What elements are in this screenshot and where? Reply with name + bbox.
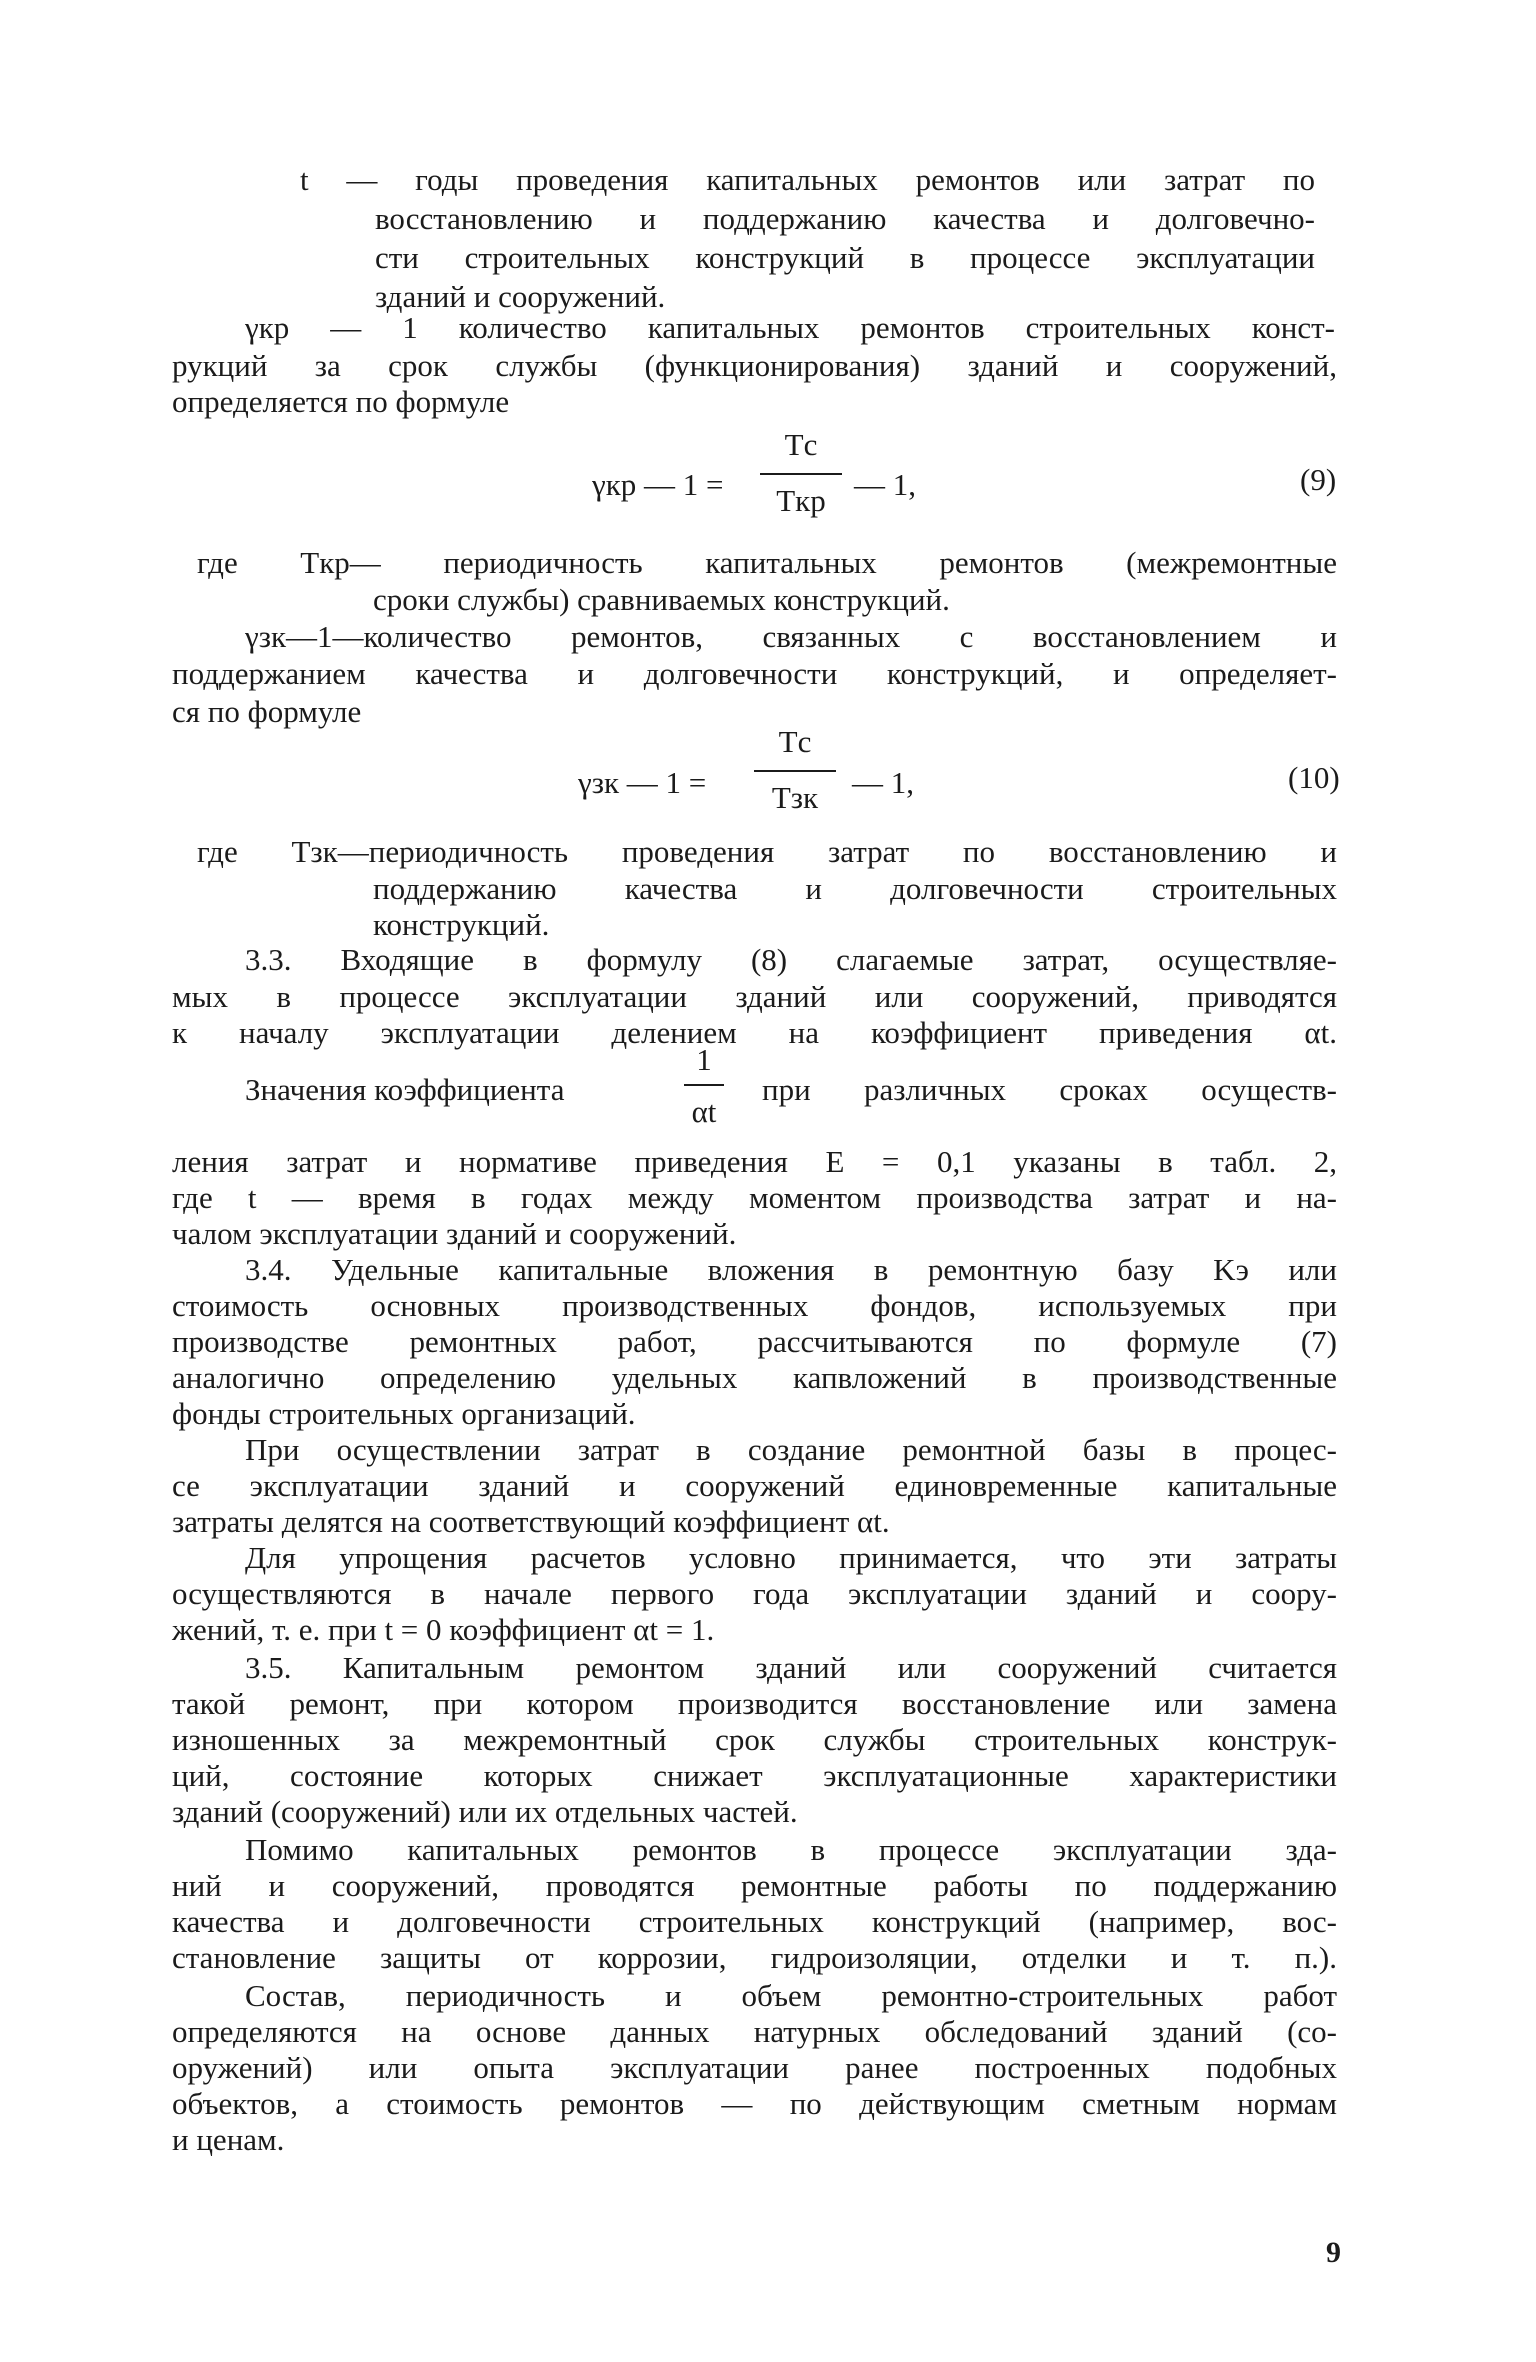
text-line: поддержанием качества и долговечности конструкций, и определяет- [172,656,1337,691]
text-line: при различных сроках осуществ- [762,1072,1337,1107]
text-line: затраты делятся на соответствующий коэффициент αt. [172,1504,890,1539]
text-line: качества и долговечности строительных конструкций (например, вос- [172,1904,1337,1939]
page-number: 9 [1326,2236,1341,2269]
text-line: становление защиты от коррозии, гидроизоляции, отделки и т. п.). [172,1940,1337,1975]
text-line: сти строительных конструкций в процессе эксплуатации [375,240,1315,275]
text-line: сроки службы) сравниваемых конструкций. [373,582,950,617]
text-line: Для упрощения расчетов условно принимается, что эти затраты [245,1540,1337,1575]
formula-rhs: — 1, [854,467,916,502]
fraction-denominator: αt [691,1094,717,1129]
fraction-numerator: Tс [778,724,812,759]
text-line: зданий и сооружений. [375,279,666,314]
fraction-denominator: Tзк [771,780,819,815]
text-line: зданий (сооружений) или их отдельных частей. [172,1794,798,1829]
equation-number: (9) [1300,462,1337,497]
text-line: изношенных за межремонтный срок службы строительных конструк- [172,1722,1337,1757]
text-line: γкр — 1 количество капитальных ремонтов строительных конст- [245,310,1335,345]
text-line: и ценам. [172,2122,285,2157]
text-line: ний и сооружений, проводятся ремонтные работы по поддержанию [172,1868,1337,1903]
text-line: се эксплуатации зданий и сооружений единовременные капитальные [172,1468,1337,1503]
text-line: 3.5. Капитальным ремонтом зданий или сооружений считается [245,1650,1337,1685]
text-line: Помимо капитальных ремонтов в процессе эксплуатации зда- [245,1832,1337,1867]
text-line: производстве ремонтных работ, рассчитываются по формуле (7) [172,1324,1337,1359]
equation-number: (10) [1288,760,1340,795]
text-line: мых в процессе эксплуатации зданий или сооружений, приводятся [172,979,1337,1014]
text-line: ся по формуле [172,694,362,729]
formula-rhs: — 1, [852,765,914,800]
text-line: γзк—1—количество ремонтов, связанных с восстановлением и [245,619,1337,654]
formula-lhs: γзк — 1 = [578,765,707,800]
text-line: восстановлению и поддержанию качества и долговечно- [375,201,1315,236]
text-line: ций, состояние которых снижает эксплуатационные характеристики [172,1758,1337,1793]
text-line: поддержанию качества и долговечности строительных [373,871,1337,906]
text-line: Значения коэффициента [245,1072,565,1107]
text-line: конструкций. [373,907,550,942]
text-line: где Tкр— периодичность капитальных ремонтов (межремонтные [197,545,1337,580]
text-line: где Tзк—периодичность проведения затрат по восстановлению и [197,834,1337,869]
text-line: где t — время в годах между моментом производства затрат и на- [172,1180,1337,1215]
text-line: определяются на основе данных натурных обследований зданий (со- [172,2014,1337,2049]
text-line: Состав, периодичность и объем ремонтно-строительных работ [245,1978,1337,2013]
fraction-bar [760,473,842,475]
fraction-numerator: Tс [784,427,818,462]
text-line: определяется по формуле [172,384,510,419]
inline-fraction [680,1040,728,1140]
text-line: 3.3. Входящие в формулу (8) слагаемые затрат, осуществляе- [245,942,1337,977]
text-line: 3.4. Удельные капитальные вложения в ремонтную базу Kэ или [245,1252,1337,1287]
formula-fraction [760,425,842,525]
text-line: осуществляются в начале первого года эксплуатации зданий и соору- [172,1576,1337,1611]
text-line: фонды строительных организаций. [172,1396,636,1431]
text-line: чалом эксплуатации зданий и сооружений. [172,1216,737,1251]
text-line: ления затрат и нормативе приведения E = 0,1 указаны в табл. 2, [172,1144,1337,1179]
fraction-numerator: 1 [696,1042,712,1077]
text-line: При осуществлении затрат в создание ремонтной базы в процес- [245,1432,1337,1467]
formula-lhs: γкр — 1 = [592,467,724,502]
text-line: объектов, а стоимость ремонтов — по действующим сметным нормам [172,2086,1337,2121]
formula-fraction [754,722,836,822]
text-line: стоимость основных производственных фондов, используемых при [172,1288,1337,1323]
text-line: к началу эксплуатации делением на коэффициент приведения αt. [172,1015,1337,1050]
fraction-bar [754,770,836,772]
fraction-denominator: Tкр [776,483,826,518]
text-line: аналогично определению удельных капвложений в производственные [172,1360,1337,1395]
fraction-bar [684,1084,724,1086]
text-line: t — годы проведения капитальных ремонтов или затрат по [300,162,1315,197]
text-line: оружений) или опыта эксплуатации ранее построенных подобных [172,2050,1337,2085]
text-line: жений, т. е. при t = 0 коэффициент αt = 1. [172,1612,715,1647]
text-line: такой ремонт, при котором производится восстановление или замена [172,1686,1337,1721]
text-line: рукций за срок службы (функционирования) зданий и сооружений, [172,348,1337,383]
